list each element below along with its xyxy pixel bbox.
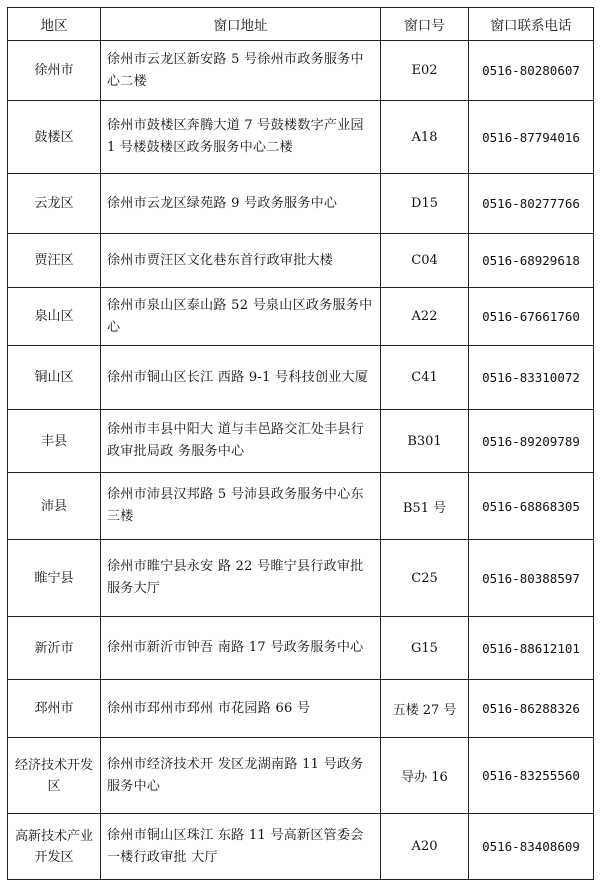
header-region: 地区 [8, 8, 101, 41]
cell-phone: 0516-68929618 [469, 234, 594, 288]
cell-region: 铜山区 [8, 346, 101, 410]
cell-phone: 0516-88612101 [469, 617, 594, 680]
cell-region: 泉山区 [8, 288, 101, 346]
cell-window: A22 [381, 288, 469, 346]
cell-window: D15 [381, 174, 469, 234]
cell-phone: 0516-67661760 [469, 288, 594, 346]
cell-phone: 0516-83255560 [469, 738, 594, 814]
cell-window: B51 号 [381, 473, 469, 540]
cell-window: E02 [381, 41, 469, 101]
cell-address: 徐州市鼓楼区奔腾大道 7 号鼓楼数字产业园 1 号楼鼓楼区政务服务中心二楼 [101, 101, 381, 174]
cell-phone: 0516-83310072 [469, 346, 594, 410]
cell-window: C25 [381, 540, 469, 617]
cell-phone: 0516-80388597 [469, 540, 594, 617]
table-header-row [8, 8, 594, 41]
table-row [8, 41, 594, 101]
cell-window: B301 [381, 410, 469, 473]
cell-region: 睢宁县 [8, 540, 101, 617]
cell-window: A20 [381, 814, 469, 880]
cell-region: 鼓楼区 [8, 101, 101, 174]
cell-phone: 0516-87794016 [469, 101, 594, 174]
table-row [8, 680, 594, 738]
header-phone: 窗口联系电话 [469, 8, 594, 41]
table-row [8, 346, 594, 410]
cell-region: 高新技术产业开发区 [8, 814, 101, 880]
table-row [8, 540, 594, 617]
cell-address: 徐州市邳州市邳州 市花园路 66 号 [101, 680, 381, 738]
cell-address: 徐州市铜山区珠江 东路 11 号高新区管委会一楼行政审批 大厅 [101, 814, 381, 880]
cell-region: 丰县 [8, 410, 101, 473]
table-row [8, 814, 594, 880]
table-row [8, 288, 594, 346]
cell-address: 徐州市泉山区泰山路 52 号泉山区政务服务中心 [101, 288, 381, 346]
cell-phone: 0516-68868305 [469, 473, 594, 540]
cell-window: G15 [381, 617, 469, 680]
cell-region: 徐州市 [8, 41, 101, 101]
cell-address: 徐州市贾汪区文化巷东首行政审批大楼 [101, 234, 381, 288]
cell-region: 贾汪区 [8, 234, 101, 288]
cell-window: C41 [381, 346, 469, 410]
header-window: 窗口号 [381, 8, 469, 41]
service-window-table [7, 7, 594, 880]
table-row [8, 473, 594, 540]
cell-region: 邳州市 [8, 680, 101, 738]
cell-phone: 0516-86288326 [469, 680, 594, 738]
cell-phone: 0516-80280607 [469, 41, 594, 101]
table-row [8, 174, 594, 234]
cell-phone: 0516-89209789 [469, 410, 594, 473]
table-row [8, 617, 594, 680]
cell-address: 徐州市经济技术开 发区龙湖南路 11 号政务服务中心 [101, 738, 381, 814]
cell-window: 五楼 27 号 [381, 680, 469, 738]
table-row [8, 738, 594, 814]
header-address: 窗口地址 [101, 8, 381, 41]
table-row [8, 234, 594, 288]
cell-window: C04 [381, 234, 469, 288]
cell-address: 徐州市云龙区绿苑路 9 号政务服务中心 [101, 174, 381, 234]
cell-address: 徐州市云龙区新安路 5 号徐州市政务服务中心二楼 [101, 41, 381, 101]
cell-region: 经济技术开发区 [8, 738, 101, 814]
cell-region: 新沂市 [8, 617, 101, 680]
cell-address: 徐州市新沂市钟吾 南路 17 号政务服务中心 [101, 617, 381, 680]
cell-address: 徐州市沛县汉邦路 5 号沛县政务服务中心东三楼 [101, 473, 381, 540]
cell-address: 徐州市睢宁县永安 路 22 号睢宁县行政审批服务大厅 [101, 540, 381, 617]
table-row [8, 101, 594, 174]
cell-phone: 0516-80277766 [469, 174, 594, 234]
cell-address: 徐州市铜山区长江 西路 9-1 号科技创业大厦 [101, 346, 381, 410]
cell-region: 云龙区 [8, 174, 101, 234]
cell-address: 徐州市丰县中阳大 道与丰邑路交汇处丰县行政审批局政 务服务中心 [101, 410, 381, 473]
table-row [8, 410, 594, 473]
cell-region: 沛县 [8, 473, 101, 540]
cell-phone: 0516-83408609 [469, 814, 594, 880]
cell-window: A18 [381, 101, 469, 174]
cell-window: 导办 16 [381, 738, 469, 814]
